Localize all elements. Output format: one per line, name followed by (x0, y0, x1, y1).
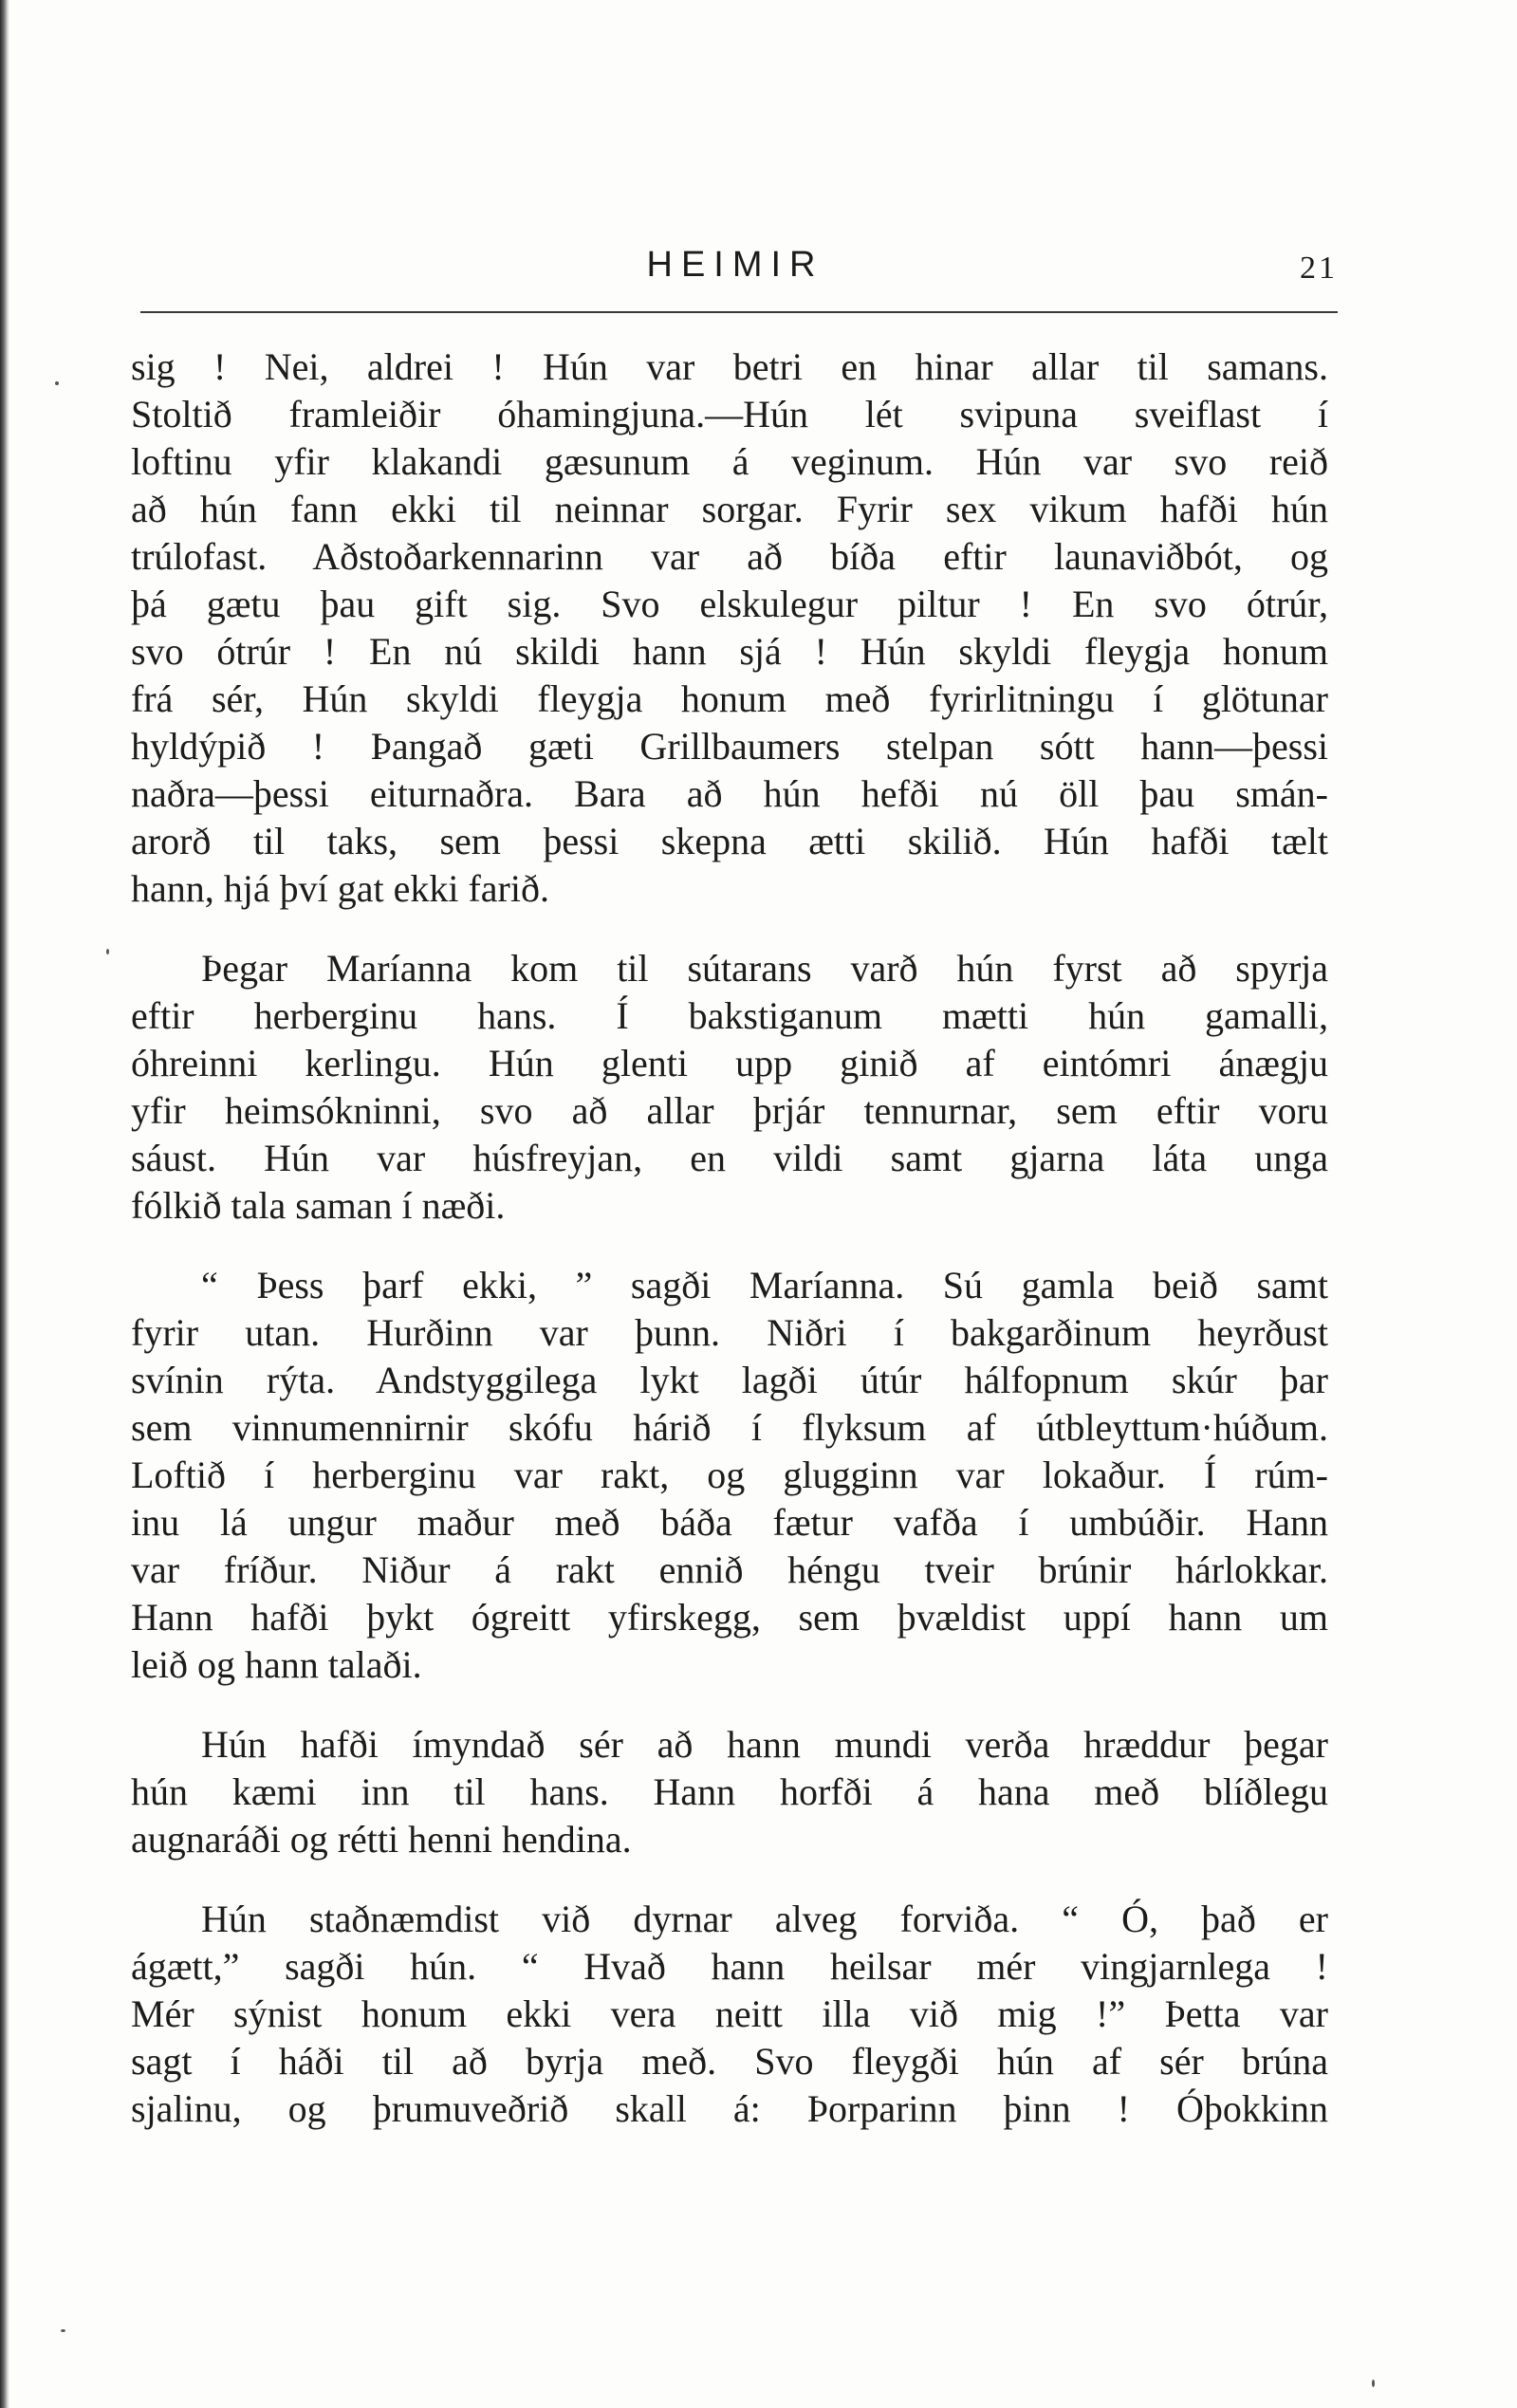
text-line: ágætt,” sagði hún. “ Hvað hann heilsar mér vingjarnlega ! (131, 1945, 1328, 1988)
text-line: Þegar Maríanna kom til sútarans varð hún fyrst að spyrja (201, 947, 1328, 990)
text-line: þá gætu þau gift sig. Svo elskulegur piltur ! En svo ótrúr, (131, 583, 1328, 625)
text-line: loftinu yfir klakandi gæsunum á veginum. Hún var svo reið (131, 440, 1328, 483)
text-line: var fríður. Niður á rakt ennið héngu tveir brúnir hárlokkar. (131, 1548, 1328, 1591)
text-line: yfir heimsókninni, svo að allar þrjár tennurnar, sem eftir voru (131, 1089, 1328, 1132)
paragraph (131, 1262, 1328, 1689)
text-line: sig ! Nei, aldrei ! Hún var betri en hinar allar til samans. (131, 345, 1328, 388)
text-line: svínin rýta. Andstyggilega lykt lagði útúr hálfopnum skúr þar (131, 1359, 1328, 1401)
text-line: sáust. Hún var húsfreyjan, en vildi samt gjarna láta unga (131, 1137, 1328, 1179)
text-line: að hún fann ekki til neinnar sorgar. Fyrir sex vikum hafði hún (131, 488, 1328, 530)
text-line: Hann hafði þykt ógreitt yfirskegg, sem þvældist uppí hann um (131, 1596, 1328, 1639)
text-line: “ Þess þarf ekki, ” sagði Maríanna. Sú gamla beið samt (201, 1264, 1328, 1306)
text-line: hyldýpið ! Þangað gæti Grillbaumers stelpan sótt hann—þessi (131, 725, 1328, 768)
text-line: svo ótrúr ! En nú skildi hann sjá ! Hún skyldi fleygja honum (131, 630, 1328, 673)
text-line: eftir herberginu hans. Í bakstiganum mætti hún gamalli, (131, 994, 1328, 1037)
paragraph (131, 1896, 1328, 2133)
scan-speck (106, 949, 109, 954)
text-line: sagt í háði til að byrja með. Svo fleygði hún af sér brúna (131, 2040, 1328, 2083)
scan-speck (55, 381, 59, 385)
paragraph-gap (131, 1230, 1328, 1262)
text-line: frá sér, Hún skyldi fleygja honum með fyrirlitningu í glötunar (131, 677, 1328, 720)
text-line: sem vinnumennirnir skófu hárið í flyksum af útbleyttum·húðum. (131, 1406, 1328, 1449)
text-line: Hún hafði ímyndað sér að hann mundi verða hræddur þegar (201, 1723, 1328, 1766)
page-number: 21 (1300, 250, 1338, 286)
text-line: fólkið tala saman í næði. (131, 1184, 506, 1227)
text-line: Stoltið framleiðir óhamingjuna.—Hún lét svipuna sveiflast í (131, 393, 1328, 435)
text-line: trúlofast. Aðstoðarkennarinn var að bíða eftir launaviðbót, og (131, 535, 1328, 578)
running-head: HEIMIR (646, 245, 824, 285)
text-line: naðra—þessi eiturnaðra. Bara að hún hefði nú öll þau smán- (131, 772, 1328, 815)
paragraph-gap (131, 1863, 1328, 1896)
text-line: Mér sýnist honum ekki vera neitt illa við mig !” Þetta var (131, 1992, 1328, 2035)
text-line: hann, hjá því gat ekki farið. (131, 867, 549, 910)
scan-speck (61, 2329, 65, 2332)
text-line: augnaráði og rétti henni hendina. (131, 1818, 632, 1861)
paragraph (131, 945, 1328, 1230)
text-line: arorð til taks, sem þessi skepna ætti skilið. Hún hafði tælt (131, 820, 1328, 862)
paragraph-gap (131, 913, 1328, 945)
paragraph-gap (131, 1689, 1328, 1721)
paragraph (131, 343, 1328, 913)
text-line: Loftið í herberginu var rakt, og glugginn var lokaður. Í rúm- (131, 1454, 1328, 1496)
text-line: sjalinu, og þrumuveðrið skall á: Þorparinn þinn ! Óþokkinn (131, 2087, 1328, 2130)
text-line: fyrir utan. Hurðinn var þunn. Niðri í bakgarðinum heyrðust (131, 1311, 1328, 1354)
text-line: inu lá ungur maður með báða fætur vafða í umbúðir. Hann (131, 1501, 1328, 1544)
text-line: Hún staðnæmdist við dyrnar alveg forviða. “ Ó, það er (201, 1898, 1328, 1940)
body-text (131, 343, 1328, 2133)
text-line: leið og hann talaði. (131, 1643, 422, 1686)
scan-speck (1372, 2380, 1375, 2387)
paragraph (131, 1721, 1328, 1863)
page-header (133, 245, 1338, 302)
header-rule (140, 311, 1338, 313)
page-binding-edge (0, 0, 9, 2408)
text-line: óhreinni kerlingu. Hún glenti upp ginið af eintómri ánægju (131, 1042, 1328, 1084)
text-line: hún kæmi inn til hans. Hann horfði á hana með blíðlegu (131, 1770, 1328, 1813)
